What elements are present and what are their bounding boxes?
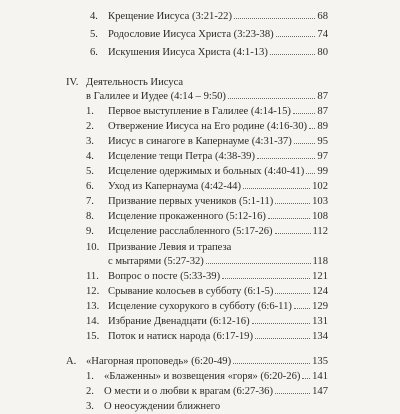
entry-page: 118: [312, 256, 328, 267]
dot-leader: [243, 187, 310, 189]
entry-page: 147: [312, 386, 328, 397]
toc-entry: [86, 329, 328, 344]
entry-page: 87: [317, 106, 328, 117]
dot-leader: [252, 322, 311, 324]
entry-number: 5.: [90, 29, 98, 40]
entry-number: 15.: [86, 331, 100, 342]
entry-number: 6.: [86, 181, 94, 192]
entry-number: 2.: [86, 121, 94, 132]
toc-entry: [86, 194, 328, 209]
section-heading: [86, 354, 328, 369]
entry-title: Призвание первых учеников (5:1-11): [108, 196, 274, 207]
entry-page: 134: [312, 331, 328, 342]
part-title-line: [86, 89, 328, 104]
entry-number: 6.: [90, 47, 98, 58]
entry-number: 9.: [86, 226, 94, 237]
entry-title: Вопрос о посте (5:33-39): [108, 271, 221, 282]
entry-title: Исцеление сухорукого в субботу (6:6-11): [108, 301, 292, 312]
toc-entry: [86, 119, 328, 134]
dot-leader: [275, 202, 310, 204]
entry-title: Избрание Двенадцати (6:12-16): [108, 316, 250, 327]
toc-entry: [86, 399, 328, 414]
toc-entry: [90, 9, 328, 24]
entry-page: 68: [317, 11, 328, 22]
section-title: «Нагорная проповедь» (6:20-49): [86, 356, 232, 367]
part-page: 87: [317, 91, 328, 102]
dot-leader: [294, 307, 310, 309]
toc-entry: [86, 269, 328, 284]
toc-entry: [86, 384, 328, 399]
entry-page: 99: [317, 166, 328, 177]
toc-entry-continued: [108, 254, 328, 269]
dot-leader: [275, 232, 311, 234]
entry-page: 74: [317, 29, 328, 40]
entry-number: 5.: [86, 166, 94, 177]
part-number: IV.: [66, 77, 79, 88]
entry-number: 11.: [86, 271, 99, 282]
entry-page: 95: [317, 136, 328, 147]
entry-page: 131: [312, 316, 328, 327]
toc-entry: [86, 369, 328, 384]
toc-entry: [86, 240, 328, 255]
section-letter: A.: [66, 356, 77, 367]
entry-number: 12.: [86, 286, 100, 297]
toc-entry: [90, 45, 328, 60]
entry-title: «Блаженны» и возвещения «горя» (6:20-26): [104, 371, 301, 382]
toc-entry: [86, 179, 328, 194]
entry-number: 3.: [86, 401, 94, 412]
entry-page: 112: [312, 226, 328, 237]
entry-page: 124: [312, 286, 328, 297]
part-title-continued: в Галилее и Иудее (4:14 – 9:50): [86, 91, 226, 102]
toc-entry: [86, 149, 328, 164]
entry-number: 7.: [86, 196, 94, 207]
toc-entry: [86, 299, 328, 314]
entry-page: 97: [317, 151, 328, 162]
toc-entry: [86, 224, 328, 239]
entry-title: О неосуждении ближнего: [104, 401, 221, 412]
entry-page: 141: [312, 371, 328, 382]
entry-title: Отвержение Иисуса на Его родине (4:16-30): [108, 121, 308, 132]
entry-title: Иисус в синагоге в Капернауме (4:31-37): [108, 136, 292, 147]
entry-title: Крещение Иисуса (3:21-22): [108, 11, 232, 22]
entry-page: 103: [312, 196, 328, 207]
entry-page: 121: [312, 271, 328, 282]
dot-leader: [222, 277, 310, 279]
dot-leader: [294, 142, 316, 144]
entry-title: Исцеление расслабленного (5:17-26): [108, 226, 273, 237]
entry-title-continued: с мытарями (5:27-32): [108, 256, 204, 267]
toc-entry: [90, 27, 328, 42]
dot-leader: [309, 127, 315, 129]
entry-title: Искушения Иисуса Христа (4:1-13): [108, 47, 268, 58]
dot-leader: [255, 337, 310, 339]
toc-entry: [86, 104, 328, 119]
entry-number: 1.: [86, 106, 94, 117]
toc-entry: [86, 134, 328, 149]
entry-page: 80: [317, 47, 328, 58]
toc-entry: [86, 209, 328, 224]
entry-number: 2.: [86, 386, 94, 397]
entry-title: Первое выступление в Галилее (4:14-15): [108, 106, 291, 117]
entry-number: 10.: [86, 242, 100, 253]
dot-leader: [206, 262, 311, 264]
dot-leader: [233, 362, 310, 364]
entry-title: Исцеление тещи Петра (4:38-39): [108, 151, 255, 162]
entry-number: 8.: [86, 211, 94, 222]
entry-title: Уход из Капернаума (4:42-44): [108, 181, 242, 192]
entry-title: Срывание колосьев в субботу (6:1-5): [108, 286, 274, 297]
part-title: Деятельность Иисуса: [86, 77, 184, 88]
dot-leader: [275, 392, 310, 394]
toc-entry: [86, 314, 328, 329]
toc-entry: [86, 284, 328, 299]
dot-leader: [276, 35, 316, 37]
dot-leader: [302, 377, 310, 379]
section-page: 135: [312, 356, 328, 367]
entry-number: 3.: [86, 136, 94, 147]
entry-number: 4.: [86, 151, 94, 162]
entry-title: Исцеление прокаженного (5:12-16): [108, 211, 266, 222]
dot-leader: [228, 97, 315, 99]
entry-title: Поток и натиск народа (6:17-19): [108, 331, 254, 342]
entry-page: 129: [312, 301, 328, 312]
entry-page: 102: [312, 181, 328, 192]
entry-number: 14.: [86, 316, 100, 327]
entry-number: 13.: [86, 301, 100, 312]
toc-entry: [86, 164, 328, 179]
entry-page: 89: [317, 121, 328, 132]
entry-title: Призвание Левия и трапеза: [108, 242, 232, 253]
dot-leader: [268, 217, 310, 219]
dot-leader: [234, 17, 315, 19]
entry-title: Родословие Иисуса Христа (3:23-38): [108, 29, 274, 40]
dot-leader: [293, 112, 315, 114]
dot-leader: [306, 172, 315, 174]
entry-number: 1.: [86, 371, 94, 382]
entry-title: Исцеление одержимых и больных (4:40-41): [108, 166, 305, 177]
entry-number: 4.: [90, 11, 98, 22]
entry-title: О мести и о любви к врагам (6:27-36): [104, 386, 273, 397]
dot-leader: [270, 53, 316, 55]
dot-leader: [257, 157, 315, 159]
entry-page: 108: [312, 211, 328, 222]
dot-leader: [275, 292, 310, 294]
